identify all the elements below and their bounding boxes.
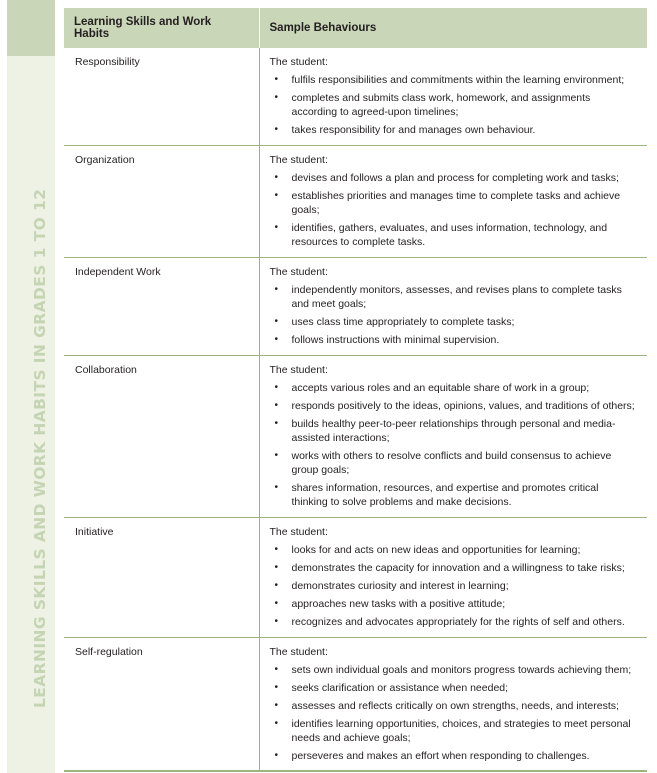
- table-row: [64, 258, 647, 356]
- behaviour-item: • takes responsibility for and manages own behaviour.: [270, 123, 638, 137]
- behaviour-item: • establishes priorities and manages time to complete tasks and achieve goals;: [270, 189, 638, 217]
- behaviours-cell: [259, 638, 647, 772]
- header-behaviours: Sample Behaviours: [259, 8, 647, 48]
- behaviour-item: • devises and follows a plan and process for completing work and tasks;: [270, 171, 638, 185]
- behaviour-item: • approaches new tasks with a positive attitude;: [270, 597, 638, 611]
- behaviour-item: • recognizes and advocates appropriately for the rights of self and others.: [270, 615, 638, 629]
- behaviours-cell: [259, 146, 647, 258]
- behaviours-cell: [259, 356, 647, 518]
- behaviours-cell: [259, 48, 647, 146]
- behaviour-item: • perseveres and makes an effort when responding to challenges.: [270, 749, 638, 763]
- behaviour-item: • follows instructions with minimal supervision.: [270, 333, 638, 347]
- behaviour-item: • looks for and acts on new ideas and opportunities for learning;: [270, 543, 638, 557]
- table-header-row: [64, 8, 647, 48]
- behaviour-item: • sets own individual goals and monitors progress towards achieving them;: [270, 663, 638, 677]
- behaviour-item: • shares information, resources, and expertise and promotes critical thinking to solve problems and make decisions.: [270, 481, 638, 509]
- behaviour-item: • completes and submits class work, homework, and assignments according to agreed-upon timelines;: [270, 91, 638, 119]
- behaviour-item: • uses class time appropriately to complete tasks;: [270, 315, 638, 329]
- skill-name: Organization: [64, 146, 259, 258]
- behaviour-item: • accepts various roles and an equitable share of work in a group;: [270, 381, 638, 395]
- skill-name: Initiative: [64, 518, 259, 638]
- table-row: [64, 518, 647, 638]
- behaviour-list: [270, 73, 638, 137]
- behaviours-intro: The student:: [269, 56, 328, 68]
- behaviour-item: • works with others to resolve conflicts and build consensus to achieve group goals;: [270, 449, 638, 477]
- behaviour-list: [270, 283, 638, 347]
- skill-name: Collaboration: [64, 356, 259, 518]
- table-row: [64, 638, 647, 772]
- behaviours-intro: The student:: [269, 364, 328, 376]
- behaviour-item: • seeks clarification or assistance when needed;: [270, 681, 638, 695]
- behaviour-item: • responds positively to the ideas, opinions, values, and traditions of others;: [270, 399, 638, 413]
- skill-name: Responsibility: [64, 48, 259, 146]
- behaviour-list: [270, 543, 638, 629]
- side-tab-block: [7, 0, 55, 56]
- behaviour-list: [270, 381, 638, 509]
- skill-name: Independent Work: [64, 258, 259, 356]
- behaviour-item: • assesses and reflects critically on own strengths, needs, and interests;: [270, 699, 638, 713]
- behaviour-list: [270, 171, 638, 249]
- side-title: LEARNING SKILLS AND WORK HABITS IN GRADES 1 TO 12: [31, 188, 49, 708]
- behaviours-cell: [259, 518, 647, 638]
- table-row: [64, 356, 647, 518]
- table-row: [64, 48, 647, 146]
- behaviour-item: • independently monitors, assesses, and revises plans to complete tasks and meet goals;: [270, 283, 638, 311]
- behaviour-list: [270, 663, 638, 763]
- behaviour-item: • builds healthy peer-to-peer relationships through personal and media-assisted interactions;: [270, 417, 638, 445]
- bottom-rule: [64, 770, 647, 771]
- behaviour-item: • fulfils responsibilities and commitments within the learning environment;: [270, 73, 638, 87]
- behaviours-cell: [259, 258, 647, 356]
- behaviour-item: • demonstrates curiosity and interest in learning;: [270, 579, 638, 593]
- behaviour-item: • identifies, gathers, evaluates, and uses information, technology, and resources to complete tasks.: [270, 221, 638, 249]
- table-row: [64, 146, 647, 258]
- skills-table: [64, 8, 647, 772]
- behaviour-item: • identifies learning opportunities, choices, and strategies to meet personal needs and achieve goals;: [270, 717, 638, 745]
- header-skills: Learning Skills and Work Habits: [64, 8, 259, 48]
- behaviours-intro: The student:: [269, 526, 328, 538]
- behaviours-intro: The student:: [269, 646, 328, 658]
- table-body: [64, 48, 647, 772]
- behaviour-item: • demonstrates the capacity for innovation and a willingness to take risks;: [270, 561, 638, 575]
- skill-name: Self-regulation: [64, 638, 259, 772]
- behaviours-intro: The student:: [269, 266, 328, 278]
- behaviours-intro: The student:: [269, 154, 328, 166]
